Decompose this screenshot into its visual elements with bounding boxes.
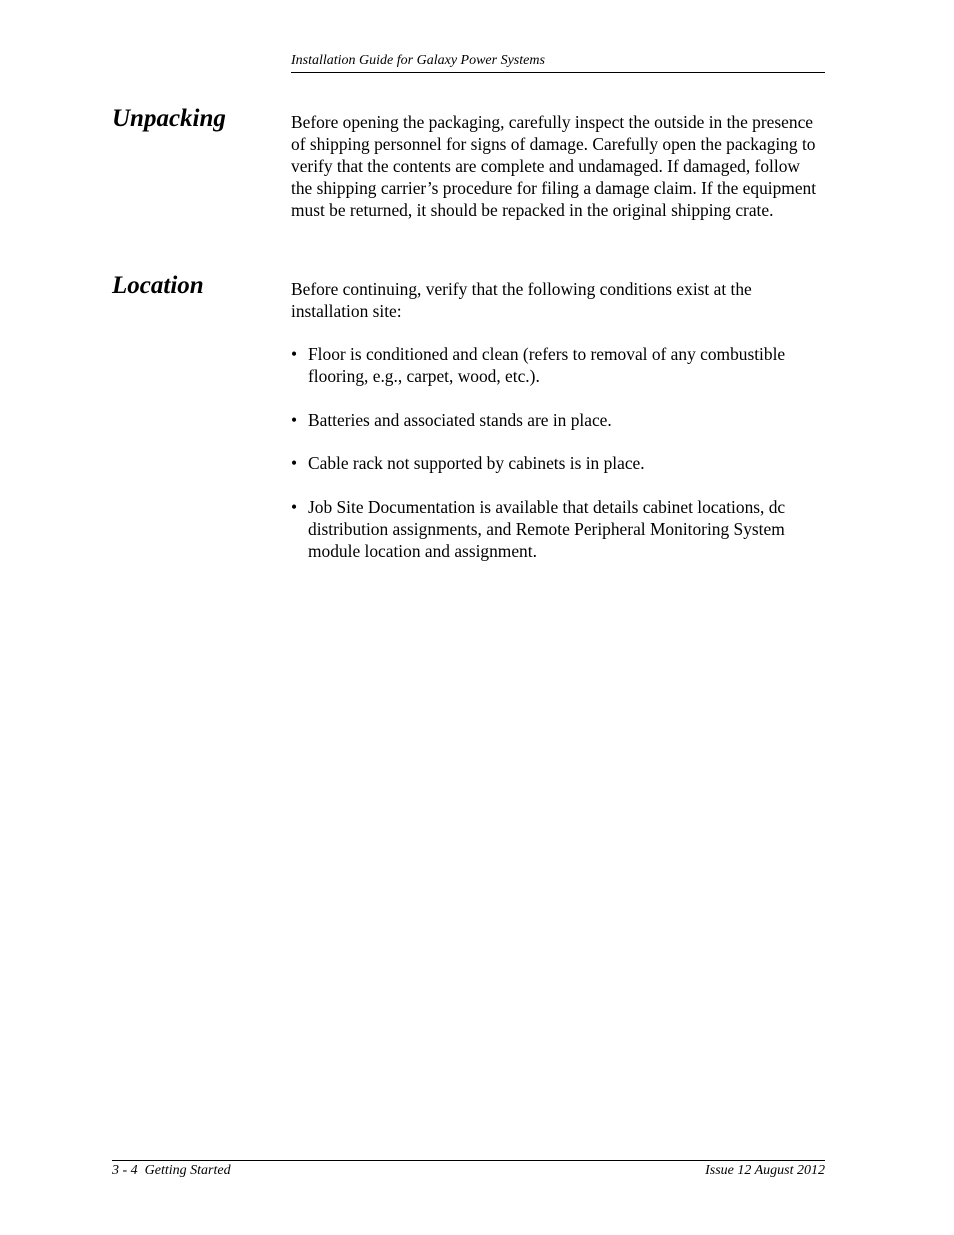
location-conditions-list: [291, 343, 825, 583]
bullet-icon: •: [291, 453, 298, 473]
list-item: [291, 452, 825, 474]
list-item: [291, 343, 825, 387]
running-header: Installation Guide for Galaxy Power Systems: [291, 53, 545, 68]
footer-issue-date: Issue 12 August 2012: [705, 1163, 825, 1178]
header-rule: [291, 72, 825, 73]
list-item: [291, 409, 825, 431]
list-item-text: Floor is conditioned and clean (refers to removal of any combustible flooring, e.g., carpet, wood, etc.).: [308, 344, 786, 386]
list-item-text: Batteries and associated stands are in place.: [308, 409, 612, 430]
list-item: [291, 496, 825, 562]
unpacking-heading: Unpacking: [112, 105, 226, 132]
unpacking-paragraph: Before opening the packaging, carefully inspect the outside in the presence of shipping personnel for signs of damage. Carefully open the packaging to verify that the contents are complete and undamaged. If damaged, follow the shipping carrier’s procedure for filing a damage claim. If the equipment must be returned, it should be repacked in the original shipping crate.: [291, 112, 817, 220]
location-heading: Location: [112, 272, 204, 299]
footer-page-number: 3 - 4 Getting Started: [112, 1163, 231, 1178]
bullet-icon: •: [291, 344, 298, 364]
bullet-icon: •: [291, 409, 298, 430]
location-intro-paragraph: Before continuing, verify that the following conditions exist at the installation site:: [291, 279, 752, 321]
bullet-icon: •: [291, 496, 298, 517]
footer-rule: [112, 1160, 825, 1161]
list-item-text: Cable rack not supported by cabinets is in place.: [308, 453, 645, 473]
list-item-text: Job Site Documentation is available that details cabinet locations, dc distribution assignments, and Remote Peripheral Monitoring System module location and assignment.: [308, 496, 786, 561]
